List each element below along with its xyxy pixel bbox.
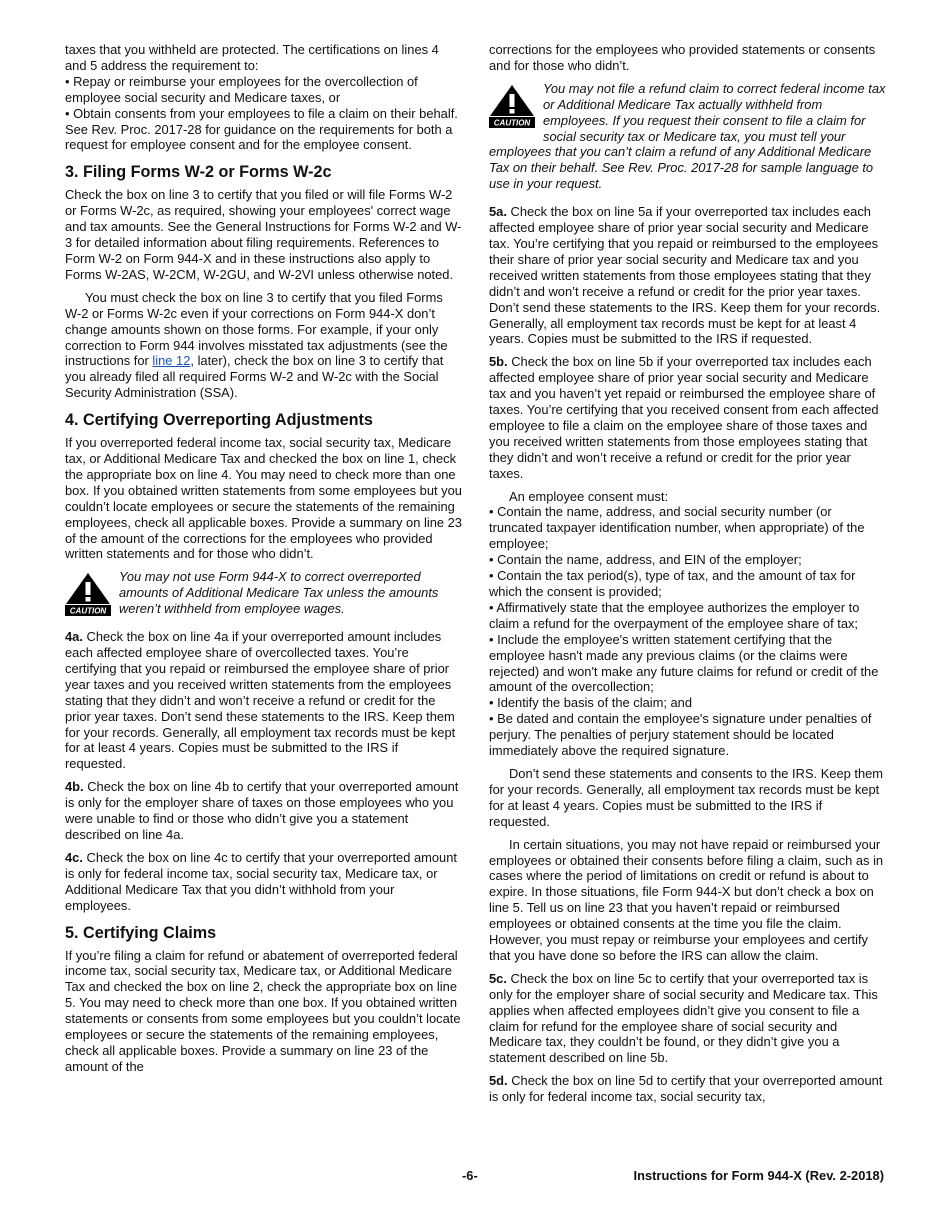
caution-text: You may not file a refund claim to correct federal income tax or Additional Medicare Tax actually withheld from employees. If you request their consent to file a claim for social security tax or Medicare tax, you must tell your employees that you can’t claim a refund of any Additional Medicare Tax on their behalf. See Rev. Proc. 2017-28 for sample language to use in your request. (489, 80, 886, 192)
intro-bullet: • Obtain consents from your employees to file a claim on their behalf. See Rev. Proc. 2017-28 for guidance on the requirements for both a request for employee consent and for the employee consent. (65, 105, 458, 153)
caution-icon (489, 84, 535, 128)
section-4-paragraph: If you overreported federal income tax, social security tax, Medicare tax, or Additional Medicare Tax and checked the box on line 1, check the appropriate box on line 4. You may need to check more than one box. If you obtained written statements from some employees but you couldn’t locate employees or secure the statements of the remaining employees, check all applicable boxes. Provide a summary on line 23 of the amount of the corrections for the employees who provided written statements and for those who didn’t. (65, 435, 462, 562)
line-4a-paragraph: 4a. Check the box on line 4a if your overreported amount includes each affected employee share of overcollected taxes. You’re certifying that you repaid or reimbursed the employee share of prior year taxes and you received written statements from the employees stating that they didn’t and won’t receive a refund or credit for the prior year taxes. Don’t send these statements to the IRS. Keep them for your records. Generally, all employment tax records must be kept for at least 4 years. Copies must be submitted to the IRS if requested. (65, 629, 456, 772)
section-5-heading: 5. Certifying Claims (65, 923, 217, 942)
section-3-paragraph: Check the box on line 3 to certify that you filed or will file Forms W-2 or Forms W-2c, as required, showing your employees' correct wage and tax amounts. See the General Instructions for Forms W-2 and W-3 for detailed information about filing requirements. References to Form W-2 on Form 944-X and in these instructions also apply to Forms W-2AS, W-2CM, W-2GU, and W-2VI unless otherwise noted. (65, 187, 462, 282)
page-number: -6- (462, 1168, 478, 1183)
caution-icon-label: CAUTION (493, 118, 531, 128)
caution-icon (65, 572, 111, 616)
document-title: Instructions for Form 944-X (Rev. 2-2018) (633, 1168, 884, 1183)
consent-bullet: • Include the employee's written statement certifying that the employee hasn't made any previous claims (or the claims were rejected) and won't make any future claims for refund or credit of the amount of the overcollection; (489, 631, 879, 695)
consent-bullet: • Be dated and contain the employee's signature under penalties of perjury. The penalties of perjury statement should be located immediately above the required signature. (489, 711, 872, 759)
caution-box (65, 569, 462, 617)
consent-bullet: • Identify the basis of the claim; and (489, 695, 693, 711)
consent-bullet: • Contain the name, address, and EIN of the employer; (489, 552, 802, 568)
section-3-paragraph: You must check the box on line 3 to certify that you filed Forms W-2 or Forms W-2c even if your corrections on Form 944-X don’t change amounts shown on those forms. For example, if your only correction to Form 944 involves misstated tax adjustments (see the instructions for line 12, later), check the box on line 3 to certify that you already filed all required Forms W-2 and W-2c with the Social Security Administration (SSA). (65, 289, 448, 401)
dont-send-paragraph: Don’t send these statements and consents to the IRS. Keep them for your records. Generally, all employment tax records must be kept for at least 4 years. Copies must be submitted to the IRS if requested. (489, 765, 884, 829)
line-5a-paragraph: 5a. Check the box on line 5a if your overreported tax includes each affected employee share of prior year social security and Medicare tax. You’re certifying that you repaid or reimbursed to the employees their share of prior year social security and Medicare tax and you received written statements from those employees stating that they didn’t and won’t receive a refund or credit for the prior year taxes. Don’t send these statements to the IRS. Keep them for your records. Generally, all employment tax records must be kept for at least 4 years. Copies must be submitted to the IRS if requested. (489, 204, 881, 347)
line-5c-paragraph: 5c. Check the box on line 5c to certify that your overreported tax is only for the employer share of social security and Medicare tax. This applies when affected employees didn’t give you consent to file a claim for refund for the employee share of social security and Medicare tax, they couldn’t be found, or they didn’t give you a statement described on line 5b. (489, 970, 878, 1066)
continued-text: corrections for the employees who provided statements or consents and for those who didn’t. (489, 42, 876, 73)
consent-bullet: • Contain the name, address, and social security number (or truncated taxpayer identification number, when appropriate) of the employee; (489, 504, 865, 552)
certain-situations-paragraph: In certain situations, you may not have repaid or reimbursed your employees or obtained their consents before filing a claim, such as in cases where the period of limitations on credit or refund is about to expire. In those situations, file Form 944-X but don’t check a box on line 5. Tell us on line 23 that you haven’t repaid or reimbursed employees or obtained consents at the time you file the claim. However, you must repay or reimburse your employees and certify that you have done so before the IRS can allow the claim. (489, 836, 884, 963)
section-5-paragraph: If you’re filing a claim for refund or abatement of overreported federal income tax, social security tax, Medicare tax, or Additional Medicare Tax and checked the box on line 2, check the appropriate box on line 5. You may need to check more than one box. If you obtained written statements or consents from some employees but you couldn’t locate employees or secure the statements of the remaining employees, check all applicable boxes. Provide a summary on line 23 of the amount of the (65, 947, 461, 1074)
line-4c-paragraph: 4c. Check the box on line 4c to certify that your overreported amount is only for federal income tax, social security tax, Medicare tax, or Additional Medicare Tax that you didn’t withhold from your employees. (65, 849, 457, 913)
caution-icon-label: CAUTION (69, 606, 107, 616)
intro-bullet: • Repay or reimburse your employees for the overcollection of employee social security and Medicare taxes, or (65, 73, 418, 105)
intro-text: taxes that you withheld are protected. The certifications on lines 4 and 5 address the requirement to: (65, 42, 439, 73)
section-3-heading: 3. Filing Forms W-2 or Forms W-2c (65, 163, 332, 182)
consent-intro: An employee consent must: (509, 488, 669, 504)
line-5d-paragraph: 5d. Check the box on line 5d to certify that your overreported amount is only for federal income tax, social security tax, (489, 1073, 883, 1105)
right-column (489, 42, 886, 1112)
consent-bullet: • Affirmatively state that the employee authorizes the employer to claim a refund for the overpayment of the employee share of tax; (489, 599, 860, 631)
caution-box (489, 81, 886, 192)
left-column (65, 42, 462, 1082)
consent-bullet: • Contain the tax period(s), type of tax, and the amount of tax for which the consent is provided; (489, 568, 856, 599)
caution-text: You may not use Form 944-X to correct overreported amounts of Additional Medicare Tax unless the amounts weren’t withheld from employee wages. (119, 569, 439, 617)
line-12-link[interactable]: line 12 (152, 353, 191, 369)
section-4-heading: 4. Certifying Overreporting Adjustments (65, 411, 373, 430)
line-5b-paragraph: 5b. Check the box on line 5b if your overreported tax includes each affected employee share of prior year social security and Medicare tax and you haven’t yet repaid or reimbursed the employee share of taxes. You’re certifying that you received consent from each affected employee to file a claim on the employee share of those taxes and you received written statements from those employees stating that they didn’t and won’t receive a refund or credit for the prior year taxes. (489, 354, 879, 481)
line-4b-paragraph: 4b. Check the box on line 4b to certify that your overreported amount is only for the employer share of taxes on those employees who you were unable to find or those who didn’t give you a statement described on line 4a. (65, 779, 459, 842)
